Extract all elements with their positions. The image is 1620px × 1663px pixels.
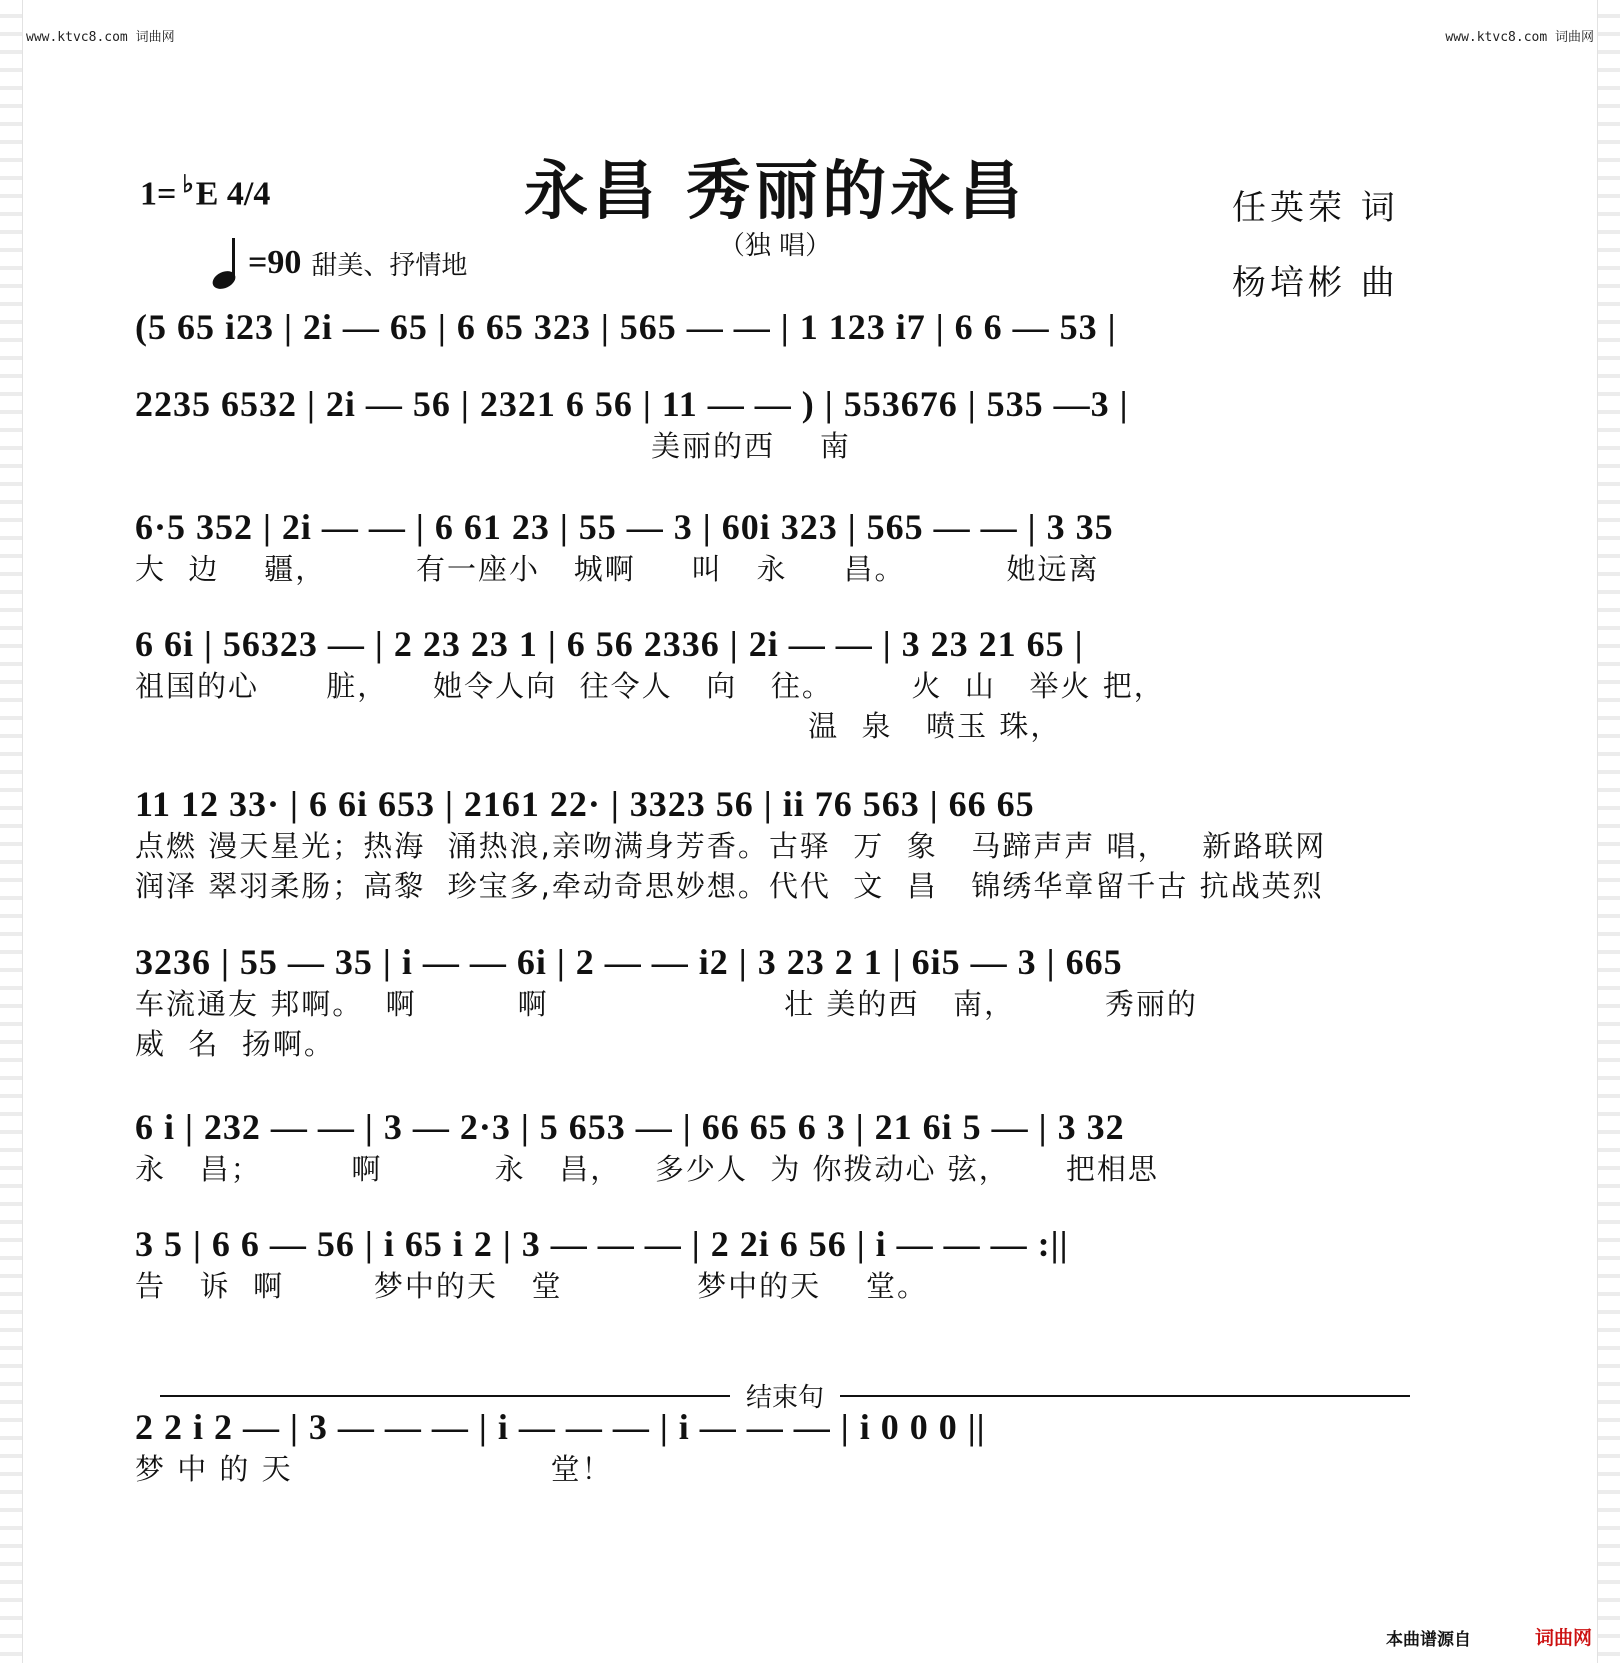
notation-line: 2235 6532 | 2i — 56 | 2321 6 56 | 11 — — ) | 553676 | 535 —3 | — [135, 384, 1129, 424]
notation-line: 6 6i | 56323 — | 2 23 23 1 | 6 56 2336 | 2i — — | 3 23 21 65 | — [135, 624, 1084, 664]
watermark-right: www.ktvc8.com 词曲网 — [1445, 30, 1594, 45]
key-and-meter: E 4/4 — [195, 175, 271, 213]
lyric-line: 大 边 疆， 有一座小 城啊 叫 永 昌。 她远离 — [135, 552, 1100, 586]
lyric-line: 梦 中 的 天 堂！ — [135, 1452, 613, 1486]
notation-line: 11 12 33· | 6 6i 653 | 2161 22· | 3323 56 | ii 76 563 | 66 65 — [135, 784, 1035, 824]
lyric-line-verse2: 温 泉 喷玉 珠， — [135, 709, 1062, 743]
score-system-2 — [135, 382, 1485, 466]
notation-line: 3 5 | 6 6 — 56 | i 65 i 2 | 3 — — — | 2 2i 6 56 | i — — — :|| — [135, 1224, 1069, 1264]
lyric-line-verse2: 威 名 扬啊。 — [135, 1027, 335, 1061]
lyric-line-verse2: 润泽 翠羽柔肠；高黎 珍宝多,牵动奇思妙想。代代 文 昌 锦绣华章留千古 抗战英烈 — [135, 869, 1324, 903]
expression-mark: 甜美、抒情地 — [311, 250, 468, 281]
score-system-5 — [135, 782, 1485, 906]
flat-sign: ♭ — [182, 172, 194, 198]
watermark-left: www.ktvc8.com 词曲网 — [26, 30, 175, 45]
score-system-4 — [135, 622, 1485, 746]
score-system-1 — [135, 305, 1485, 349]
lyric-line: 祖国的心 脏， 她令人向 往令人 向 往。 火 山 举火 把， — [135, 669, 1165, 703]
notation-line: (5 65 i23 | 2i — 65 | 6 65 323 | 565 — — | 1 123 i7 | 6 6 — 53 | — [135, 307, 1117, 347]
score-system-3 — [135, 505, 1485, 589]
composer-credit: 杨培彬 曲 — [1232, 263, 1399, 303]
right-margin-strip — [1597, 0, 1620, 1663]
performance-type: （独 唱） — [718, 231, 832, 261]
score-system-9 — [135, 1405, 1485, 1489]
notation-line: 6 i | 232 — — | 3 — 2·3 | 5 653 — | 66 65 6 3 | 21 6i 5 — | 3 32 — [135, 1107, 1125, 1147]
key-prefix: 1= — [140, 175, 177, 213]
source-note: 本曲谱源自 — [1386, 1630, 1471, 1650]
lyric-line: 永 昌； 啊 永 昌， 多少人 为 你拨动心 弦， 把相思 — [135, 1152, 1159, 1186]
lyric-line: 车流通友 邦啊。 啊 啊 壮 美的西 南， 秀丽的 — [135, 987, 1198, 1021]
lyric-line: 美丽的西 南 — [135, 429, 851, 463]
notation-line: 6·5 352 | 2i — — | 6 61 23 | 55 — 3 | 60i 323 | 565 — — | 3 35 — [135, 507, 1114, 547]
site-logo: 词曲网 — [1535, 1627, 1593, 1649]
score-system-7 — [135, 1105, 1485, 1189]
lyricist-credit: 任英荣 词 — [1232, 188, 1399, 228]
divider-line — [840, 1395, 1410, 1397]
lyric-line: 告 诉 啊 梦中的天 堂 梦中的天 堂。 — [135, 1269, 928, 1303]
divider-line — [160, 1395, 730, 1397]
notation-line: 3236 | 55 — 35 | i — — 6i | 2 — — i2 | 3 23 2 1 | 6i5 — 3 | 665 — [135, 942, 1123, 982]
song-title: 永昌 秀丽的永昌 — [523, 155, 1027, 229]
score-system-8 — [135, 1222, 1485, 1306]
notation-line: 2 2 i 2 — | 3 — — — | i — — — | i — — — | i 0 0 0 || — [135, 1407, 986, 1447]
score-system-6 — [135, 940, 1485, 1064]
ending-section-label: 结束句 — [746, 1383, 825, 1413]
lyric-line: 点燃 漫天星光；热海 涌热浪,亲吻满身芳香。古驿 万 象 马蹄声声 唱， 新路联网 — [135, 829, 1327, 863]
tempo-bpm: =90 — [248, 244, 302, 281]
